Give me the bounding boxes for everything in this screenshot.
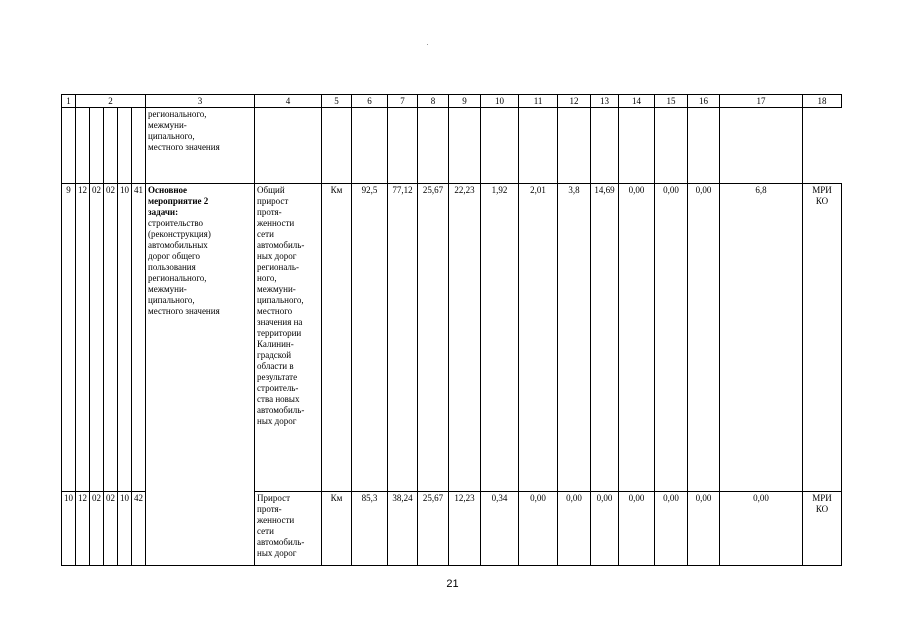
header-cell-6: 6	[352, 95, 388, 108]
value-cell: 0,00	[655, 492, 688, 566]
value-cell: 0,00	[591, 492, 619, 566]
code-cell: 10	[118, 492, 132, 566]
table-row-9	[62, 184, 842, 492]
indicator-description: Прирост протя- женности сети автомобиль- ных дорог	[255, 492, 322, 566]
header-cell-2: 2	[76, 95, 146, 108]
header-cell-18: 18	[803, 95, 842, 108]
value-cell: 12,23	[449, 492, 481, 566]
header-cell-8: 8	[418, 95, 449, 108]
value-cell: 85,3	[352, 492, 388, 566]
value-cell: 0,34	[481, 492, 519, 566]
code-cell: 12	[76, 492, 90, 566]
code-cell: 02	[90, 184, 104, 492]
value-cell: 0,00	[688, 492, 720, 566]
scan-speck	[427, 44, 428, 45]
continuation-measure-text: регионального, межмуни- ципального, местного значения	[146, 108, 255, 184]
code-cell: 02	[90, 492, 104, 566]
header-cell-10: 10	[481, 95, 519, 108]
measure-description: Основное мероприятие 2 задачи: строительство (реконструкция) автомобильных дорог общего пользования регионального, межмуни- ципального, местного значения	[146, 184, 255, 566]
header-row	[62, 95, 842, 108]
code-cell: 41	[132, 184, 146, 492]
header-cell-1: 1	[62, 95, 76, 108]
unit-cell: Км	[322, 184, 352, 492]
header-cell-15: 15	[655, 95, 688, 108]
header-cell-13: 13	[591, 95, 619, 108]
header-cell-16: 16	[688, 95, 720, 108]
code-cell: 10	[118, 184, 132, 492]
header-cell-17: 17	[720, 95, 803, 108]
value-cell: 22,23	[449, 184, 481, 492]
code-cell: 02	[104, 184, 118, 492]
value-cell: 2,01	[519, 184, 558, 492]
unit-cell: Км	[322, 492, 352, 566]
row-number: 10	[62, 492, 76, 566]
value-cell: 0,00	[519, 492, 558, 566]
header-cell-3: 3	[146, 95, 255, 108]
page-number: 21	[446, 578, 459, 590]
value-cell: 14,69	[591, 184, 619, 492]
responsible-cell: МРИ КО	[803, 492, 842, 566]
row-number: 9	[62, 184, 76, 492]
code-cell: 42	[132, 492, 146, 566]
indicator-description: Общий прирост протя- женности сети автомобиль- ных дорог региональ- ного, межмуни- ципального, местного значения на территории Калинин- градской области в результате строитель- ства новых автомобиль- ных дорог	[255, 184, 322, 492]
code-cell: 12	[76, 184, 90, 492]
value-cell: 6,8	[720, 184, 803, 492]
value-cell: 0,00	[558, 492, 591, 566]
header-cell-5: 5	[322, 95, 352, 108]
value-cell: 0,00	[655, 184, 688, 492]
header-cell-4: 4	[255, 95, 322, 108]
value-cell: 25,67	[418, 184, 449, 492]
responsible-cell: МРИ КО	[803, 184, 842, 492]
header-cell-14: 14	[619, 95, 655, 108]
value-cell: 0,00	[720, 492, 803, 566]
value-cell: 0,00	[688, 184, 720, 492]
value-cell: 92,5	[352, 184, 388, 492]
value-cell: 1,92	[481, 184, 519, 492]
header-cell-11: 11	[519, 95, 558, 108]
value-cell: 0,00	[619, 492, 655, 566]
value-cell: 25,67	[418, 492, 449, 566]
continuation-row	[62, 108, 842, 184]
value-cell: 38,24	[388, 492, 418, 566]
value-cell: 3,8	[558, 184, 591, 492]
header-cell-7: 7	[388, 95, 418, 108]
header-cell-9: 9	[449, 95, 481, 108]
code-cell: 02	[104, 492, 118, 566]
value-cell: 77,12	[388, 184, 418, 492]
header-cell-12: 12	[558, 95, 591, 108]
value-cell: 0,00	[619, 184, 655, 492]
program-table	[61, 94, 842, 566]
